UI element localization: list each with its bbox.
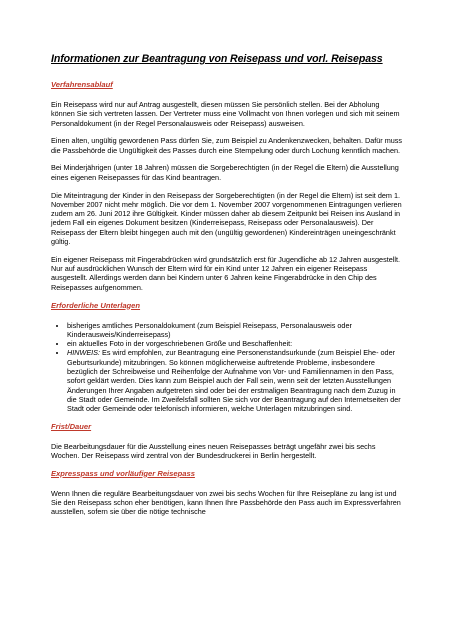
paragraph: Ein Reisepass wird nur auf Antrag ausgestellt, diesen müssen Sie persönlich stellen. Bei der Abholung können Sie sich vertreten lassen. Der Vertreter muss eine Vollmacht von Ihnen vorlegen und sich mit seinem Personaldokument (in der Regel Personalausweis oder Reisepass) ausweisen.: [51, 100, 400, 128]
paragraph: Ein eigener Reisepass mit Fingerabdrücken wird grundsätzlich erst für Jugendliche ab 12 Jahren ausgestellt. Nur auf ausdrücklichen Wunsch der Eltern wird für ein Kind unter 12 Jahren ein eigener Reisepass ausgestellt. Allerdings werden dann bei Kindern unter 6 Jahren keine Fingerabdrücke in den Chip des Reisepasses aufgenommen.: [51, 254, 400, 292]
paragraph: Bei Minderjährigen (unter 18 Jahren) müssen die Sorgeberechtigten (in der Regel die Eltern) die Ausstellung eines eigenen Reisepasses für das Kind beantragen.: [51, 163, 399, 182]
list-item-hint: [67, 348, 403, 413]
section-heading-expresspass: Expresspass und vorläufiger Reisepass: [51, 468, 195, 478]
paragraph: Die Bearbeitungsdauer für die Ausstellung eines neuen Reisepasses beträgt ungefähr zwei bis sechs Wochen. Der Reisepass wird zentral von der Bundesdruckerei in Berlin hergestellt.: [51, 441, 376, 460]
paragraph: Wenn Ihnen die reguläre Bearbeitungsdauer von zwei bis sechs Wochen für Ihre Reisepläne zu lang ist und Sie den Reisepass schon eher benötigen, kann Ihnen Ihre Passbehörde den Pass auch im Expressverfahren ausstellen, sofern sie über die nötige technische: [51, 488, 401, 517]
list-item: • bisheriges amtliches Personaldokument (zum Beispiel Reisepass, Personalausweis oder Kinderausweis/Kinderreisepass): [67, 321, 403, 340]
section-heading-verfahrensablauf: Verfahrensablauf: [51, 80, 113, 89]
document-title: Informationen zur Beantragung von Reisepass und vorl. Reisepass: [51, 53, 383, 65]
paragraph: Einen alten, ungültig gewordenen Pass dürfen Sie, zum Beispiel zu Andenkenzwecken, behalten. Dafür muss die Passbehörde die Ungültigkeit des Passes durch eine Stempelung oder durch Lochung kenntlich machen.: [51, 136, 403, 155]
hint-text: Es wird empfohlen, zur Beantragung eine Personenstandsurkunde (zum Beispiel Ehe- oder Geburtsurkunde) mitzubringen. So können möglicherweise auftretende Probleme, insbesondere bezüglich der Schreibweise und Reihenfolge der Aufnahme von Vor- und Familiennamen in den Pass, sofort geklärt werden. Dies kann zum Beispiel auch der Fall sein, wenn seit der letzten Ausstellungen Änderungen Ihrer Angaben aufgetreten sind oder bei der erstmaligen Beantragung nach dem Zuzug in die Stadt oder Gemeinde. Im Zweifelsfall sollten Sie sich vor der Beantragung auf den Internetseiten der Stadt oder Gemeinde oder telefonisch informieren, welche Unterlagen mitzubringen sind.: [67, 348, 401, 414]
document-body: [51, 53, 403, 525]
document-list: [51, 321, 403, 414]
section-heading-erforderliche-unterlagen: Erforderliche Unterlagen: [51, 300, 141, 310]
paragraph: Die Miteintragung der Kinder in den Reisepass der Sorgeberechtigten (in der Regel die Eltern) ist seit dem 1. November 2007 nicht mehr möglich. Die vor dem 1. November 2007 vorgenommenen Eintragungen verlieren zudem am 26. Juni 2012 ihre Gültigkeit. Kinder müssen daher ab diesem Zeitpunkt bei Reisen ins Ausland in jedem Fall ein eigenes Dokument besitzen (Kinderreisepass, Reisepass oder Personalausweis). Der Reisepass der Eltern bleibt hingegen auch mit den (ungültig gewordenen) Kindereinträgen uneingeschränkt gültig.: [51, 190, 402, 247]
list-item: • ein aktuelles Foto in der vorgeschriebenen Größe und Beschaffenheit:: [67, 339, 403, 348]
hint-label: HINWEIS:: [67, 348, 101, 358]
section-heading-frist-dauer: Frist/Dauer: [51, 421, 92, 431]
